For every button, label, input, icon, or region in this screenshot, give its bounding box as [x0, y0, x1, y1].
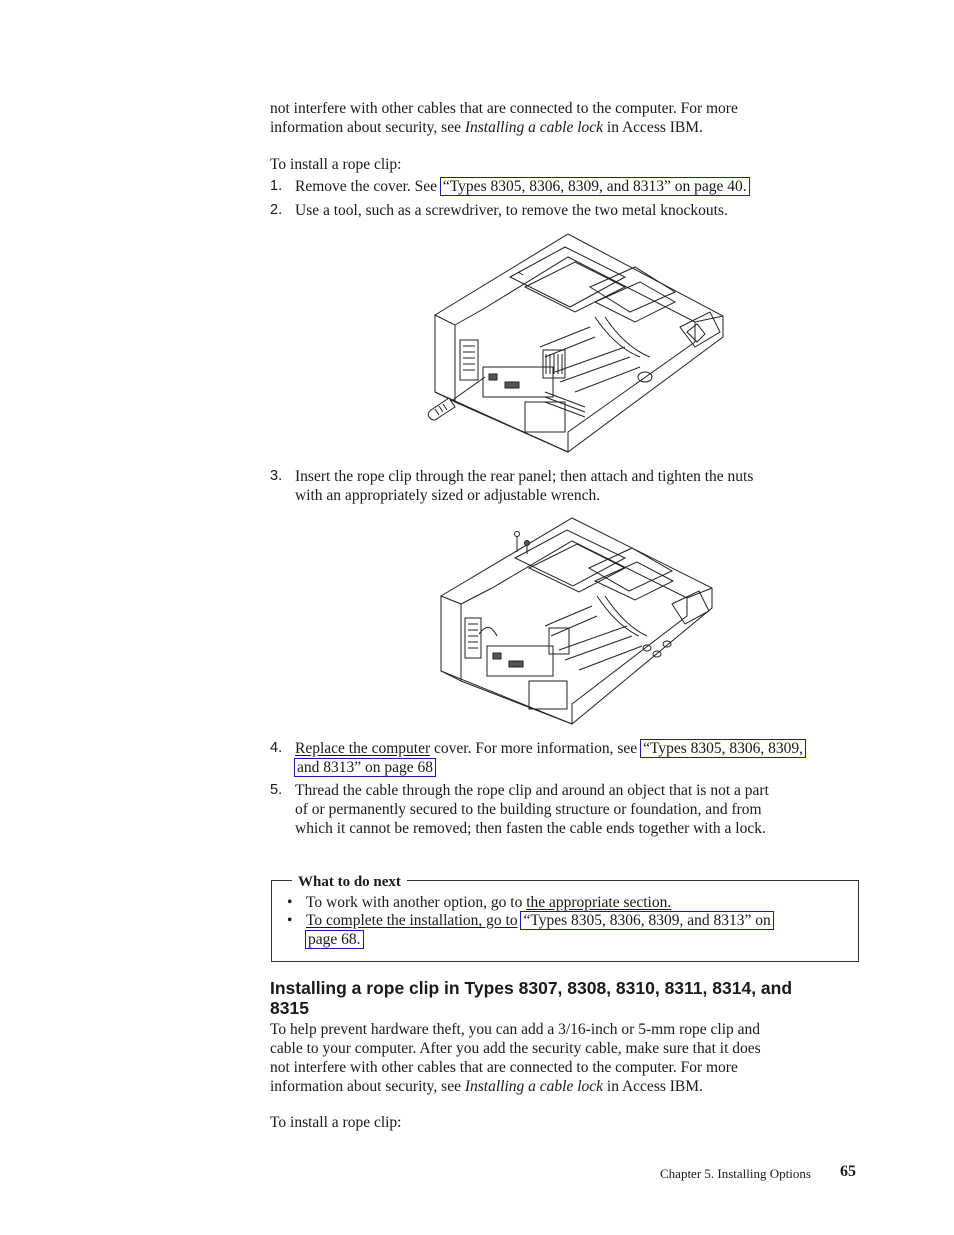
step-number: 4. — [270, 740, 283, 756]
intro-line-1: not interfere with other cables that are connected to the computer. For more — [270, 100, 738, 117]
section-heading: Installing a rope clip in Types 8307, 8308, 8310, 8311, 8314, and 8315 — [270, 978, 793, 1018]
page-number: 65 — [840, 1163, 856, 1180]
step-text: Replace the computer cover. For more information, see “Types 8305, 8306, 8309, and 8313” on page 68 — [295, 739, 860, 777]
step-number: 5. — [270, 782, 283, 798]
replace-computer-link[interactable]: Replace the computer — [295, 740, 431, 757]
appropriate-section-link[interactable]: the appropriate section. — [526, 894, 672, 911]
cable-lock-reference: Installing a cable lock — [464, 1078, 604, 1095]
step-4 — [0, 739, 954, 779]
next-bullet-1: • To work with another option, go to the appropriate section. — [287, 894, 672, 911]
install-label: To install a rope clip: — [270, 156, 402, 173]
section-install-label: To install a rope clip: — [270, 1114, 402, 1131]
types-8305-page-68-link-continued[interactable]: and 8313” on page 68 — [294, 758, 436, 777]
chassis-knockout-illustration — [425, 232, 727, 454]
step-3 — [0, 467, 954, 507]
complete-installation-link[interactable]: To complete the installation, go to — [306, 912, 518, 929]
step-text: Use a tool, such as a screwdriver, to remove the two metal knockouts. — [295, 202, 728, 219]
rope-clip-installation-illustration — [437, 516, 715, 728]
bullet-icon: • — [287, 894, 293, 911]
step-number: 2. — [270, 202, 283, 218]
step-number: 1. — [270, 178, 283, 194]
what-to-do-next-title: What to do next — [292, 873, 407, 892]
types-8305-page-40-link[interactable]: “Types 8305, 8306, 8309, and 8313” on page 40. — [440, 177, 750, 196]
bullet-icon: • — [287, 912, 293, 929]
types-8305-page-68-next-link[interactable]: “Types 8305, 8306, 8309, and 8313” on — [520, 911, 773, 930]
intro-line-2: information about security, see Installing a cable lock in Access IBM. — [270, 119, 703, 136]
page-68-link[interactable]: page 68. — [305, 930, 364, 949]
step-text: Insert the rope clip through the rear panel; then attach and tighten the nuts with an appropriately sized or adjustable wrench. — [295, 468, 754, 504]
step-number: 3. — [270, 468, 283, 484]
step-text: Remove the cover. See “Types 8305, 8306, 8309, and 8313” on page 40. — [295, 177, 860, 196]
section-paragraph: To help prevent hardware theft, you can add a 3/16-inch or 5-mm rope clip and cable to your computer. After you add the security cable, make sure that it does not interfere with other cables that are connected to the computer. For more information about security, see Installing a cable lock in Access IBM. — [270, 1021, 761, 1095]
step-text: Thread the cable through the rope clip and around an object that is not a part of or permanently secured to the building structure or foundation, and from which it cannot be removed; then fasten the cable ends together with a lock. — [295, 782, 769, 837]
step-1 — [0, 177, 954, 197]
step-5 — [0, 781, 954, 841]
intro-paragraph — [270, 99, 850, 137]
footer-chapter: Chapter 5. Installing Options — [660, 1166, 811, 1181]
cable-lock-reference: Installing a cable lock — [464, 119, 604, 136]
step-2 — [0, 201, 954, 221]
next-bullet-2 — [0, 911, 954, 951]
types-8305-page-68-link[interactable]: “Types 8305, 8306, 8309, — [640, 739, 806, 758]
